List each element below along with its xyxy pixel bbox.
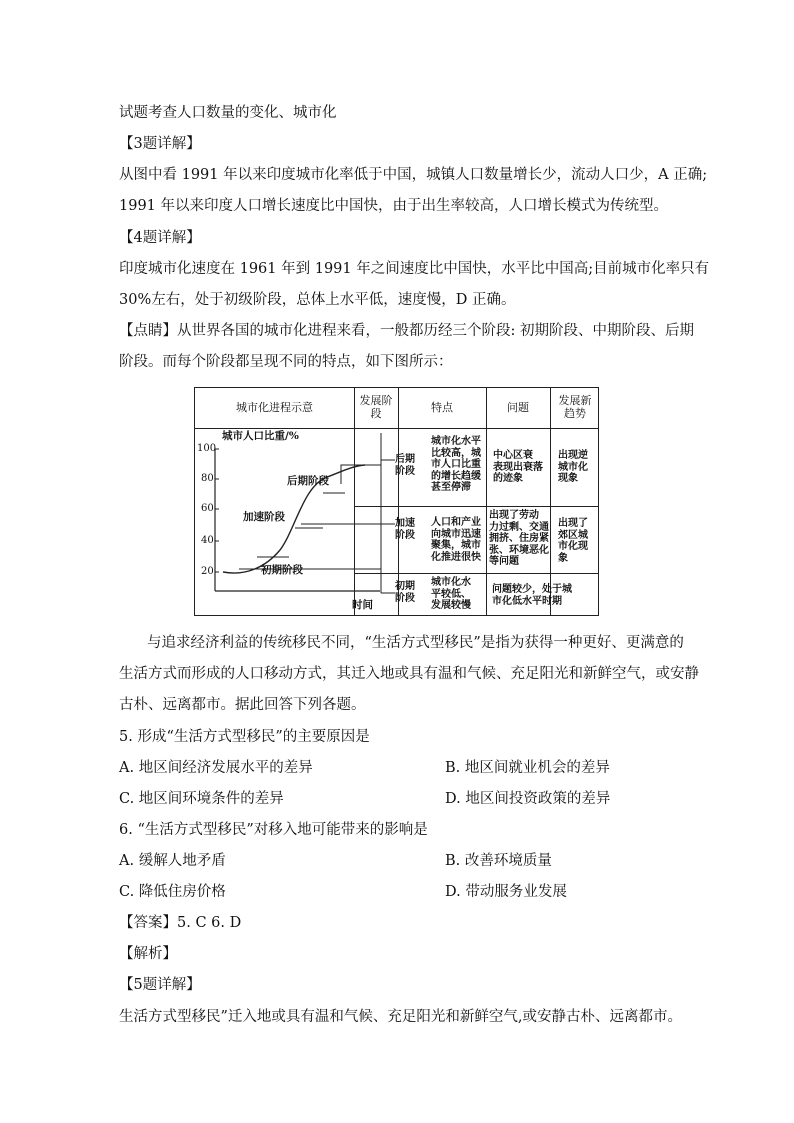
- text-line: 试题考查人口数量的变化、城市化: [119, 105, 337, 121]
- problem-late: 中心区衰 表现出衰落 的迹象: [493, 450, 543, 484]
- feature-early: 城市化水 平较低、 发展较慢: [431, 577, 471, 611]
- stage-accelerating: 加速 阶段: [395, 518, 415, 541]
- label-late-stage: 后期阶段: [287, 475, 329, 487]
- trend-accelerating: 出现了 郊区城 市化现 象: [558, 518, 588, 564]
- ytick: 100: [197, 443, 217, 454]
- question-5: 5. 形成“生活方式型移民”的主要原因是: [119, 729, 370, 745]
- option-5d: D. 地区间投资政策的差异: [445, 791, 611, 807]
- ytick: 80: [201, 473, 214, 484]
- header-problem: 问题: [507, 401, 529, 414]
- ytick: 40: [201, 535, 214, 546]
- text-line: 从图中看 1991 年以来印度城市化率低于中国，城镇人口数量增长少，流动人口少，A 正确;: [119, 167, 708, 183]
- header-diagram: 城市化进程示意: [236, 401, 313, 414]
- problem-accelerating: 出现了劳动 力过剩、交通 拥挤、住房紧 张、环境恶化 等问题: [489, 510, 549, 567]
- text-line: 生活方式而形成的人口移动方式，其迁入地或具有温和气候、充足阳光和新鲜空气，或安静: [119, 666, 699, 682]
- option-6b: B. 改善环境质量: [445, 853, 552, 869]
- header-trend: 发展新 趋势: [558, 394, 592, 420]
- option-6c: C. 降低住房价格: [119, 884, 226, 900]
- section-heading: 【解析】: [119, 946, 177, 962]
- option-6d: D. 带动服务业发展: [445, 884, 567, 900]
- section-heading: 【5题详解】: [119, 977, 201, 993]
- text-line: 印度城市化速度在 1961 年到 1991 年之间速度比中国快，水平比中国高;目前城市化率只有: [119, 261, 710, 277]
- text-line: 生活方式型移民”迁入地或具有温和气候、充足阳光和新鲜空气,或安静古朴、远离都市。: [119, 1009, 683, 1025]
- text-line: 与追求经济利益的传统移民不同，“生活方式型移民”是指为获得一种更好、更满意的: [147, 635, 684, 651]
- text-line: 古朴、远离都市。据此回答下列各题。: [119, 697, 366, 713]
- text-line: 【点睛】从世界各国的城市化进程来看，一般都历经三个阶段: 初期阶段、中期阶段、后期: [119, 323, 694, 339]
- option-5c: C. 地区间环境条件的差异: [119, 791, 284, 807]
- text-line: 30%左右，处于初级阶段，总体上水平低，速度慢，D 正确。: [119, 292, 516, 308]
- stage-early: 初期 阶段: [395, 581, 415, 604]
- option-5a: A. 地区间经济发展水平的差异: [119, 760, 313, 776]
- section-heading: 【3题详解】: [119, 136, 201, 152]
- feature-accelerating: 人口和产业 向城市迅速 聚集，城市 化推进很快: [431, 517, 481, 563]
- trend-late: 出现逆 城市化 现象: [558, 450, 588, 484]
- answer-line: 【答案】5. C 6. D: [119, 915, 242, 931]
- feature-late: 城市化水平 比较高，城 市人口比重 的增长趋缓 甚至停滞: [431, 436, 481, 493]
- urbanization-figure: [194, 387, 599, 616]
- header-feature: 特点: [431, 401, 453, 414]
- text-line: 阶段。而每个阶段都呈现不同的特点，如下图所示：: [119, 354, 453, 370]
- label-early-stage: 初期阶段: [261, 564, 303, 576]
- ytick: 20: [201, 566, 214, 577]
- option-5b: B. 地区间就业机会的差异: [445, 760, 610, 776]
- text-line: 1991 年以来印度人口增长速度比中国快，由于出生率较高，人口增长模式为传统型。: [119, 198, 669, 214]
- problem-trend-early: 问题较少，处于城 市化低水平时期: [492, 584, 572, 607]
- section-heading: 【4题详解】: [119, 230, 201, 246]
- chart-xlabel: 时间: [352, 599, 373, 611]
- option-6a: A. 缓解人地矛盾: [119, 853, 226, 869]
- stage-late: 后期 阶段: [395, 454, 415, 477]
- label-accelerating-stage: 加速阶段: [243, 511, 285, 523]
- chart-ylabel: 城市人口比重/%: [222, 430, 299, 442]
- header-stage: 发展阶 段: [359, 394, 393, 420]
- ytick: 60: [201, 503, 214, 514]
- question-6: 6. “生活方式型移民”对移入地可能带来的影响是: [119, 822, 428, 838]
